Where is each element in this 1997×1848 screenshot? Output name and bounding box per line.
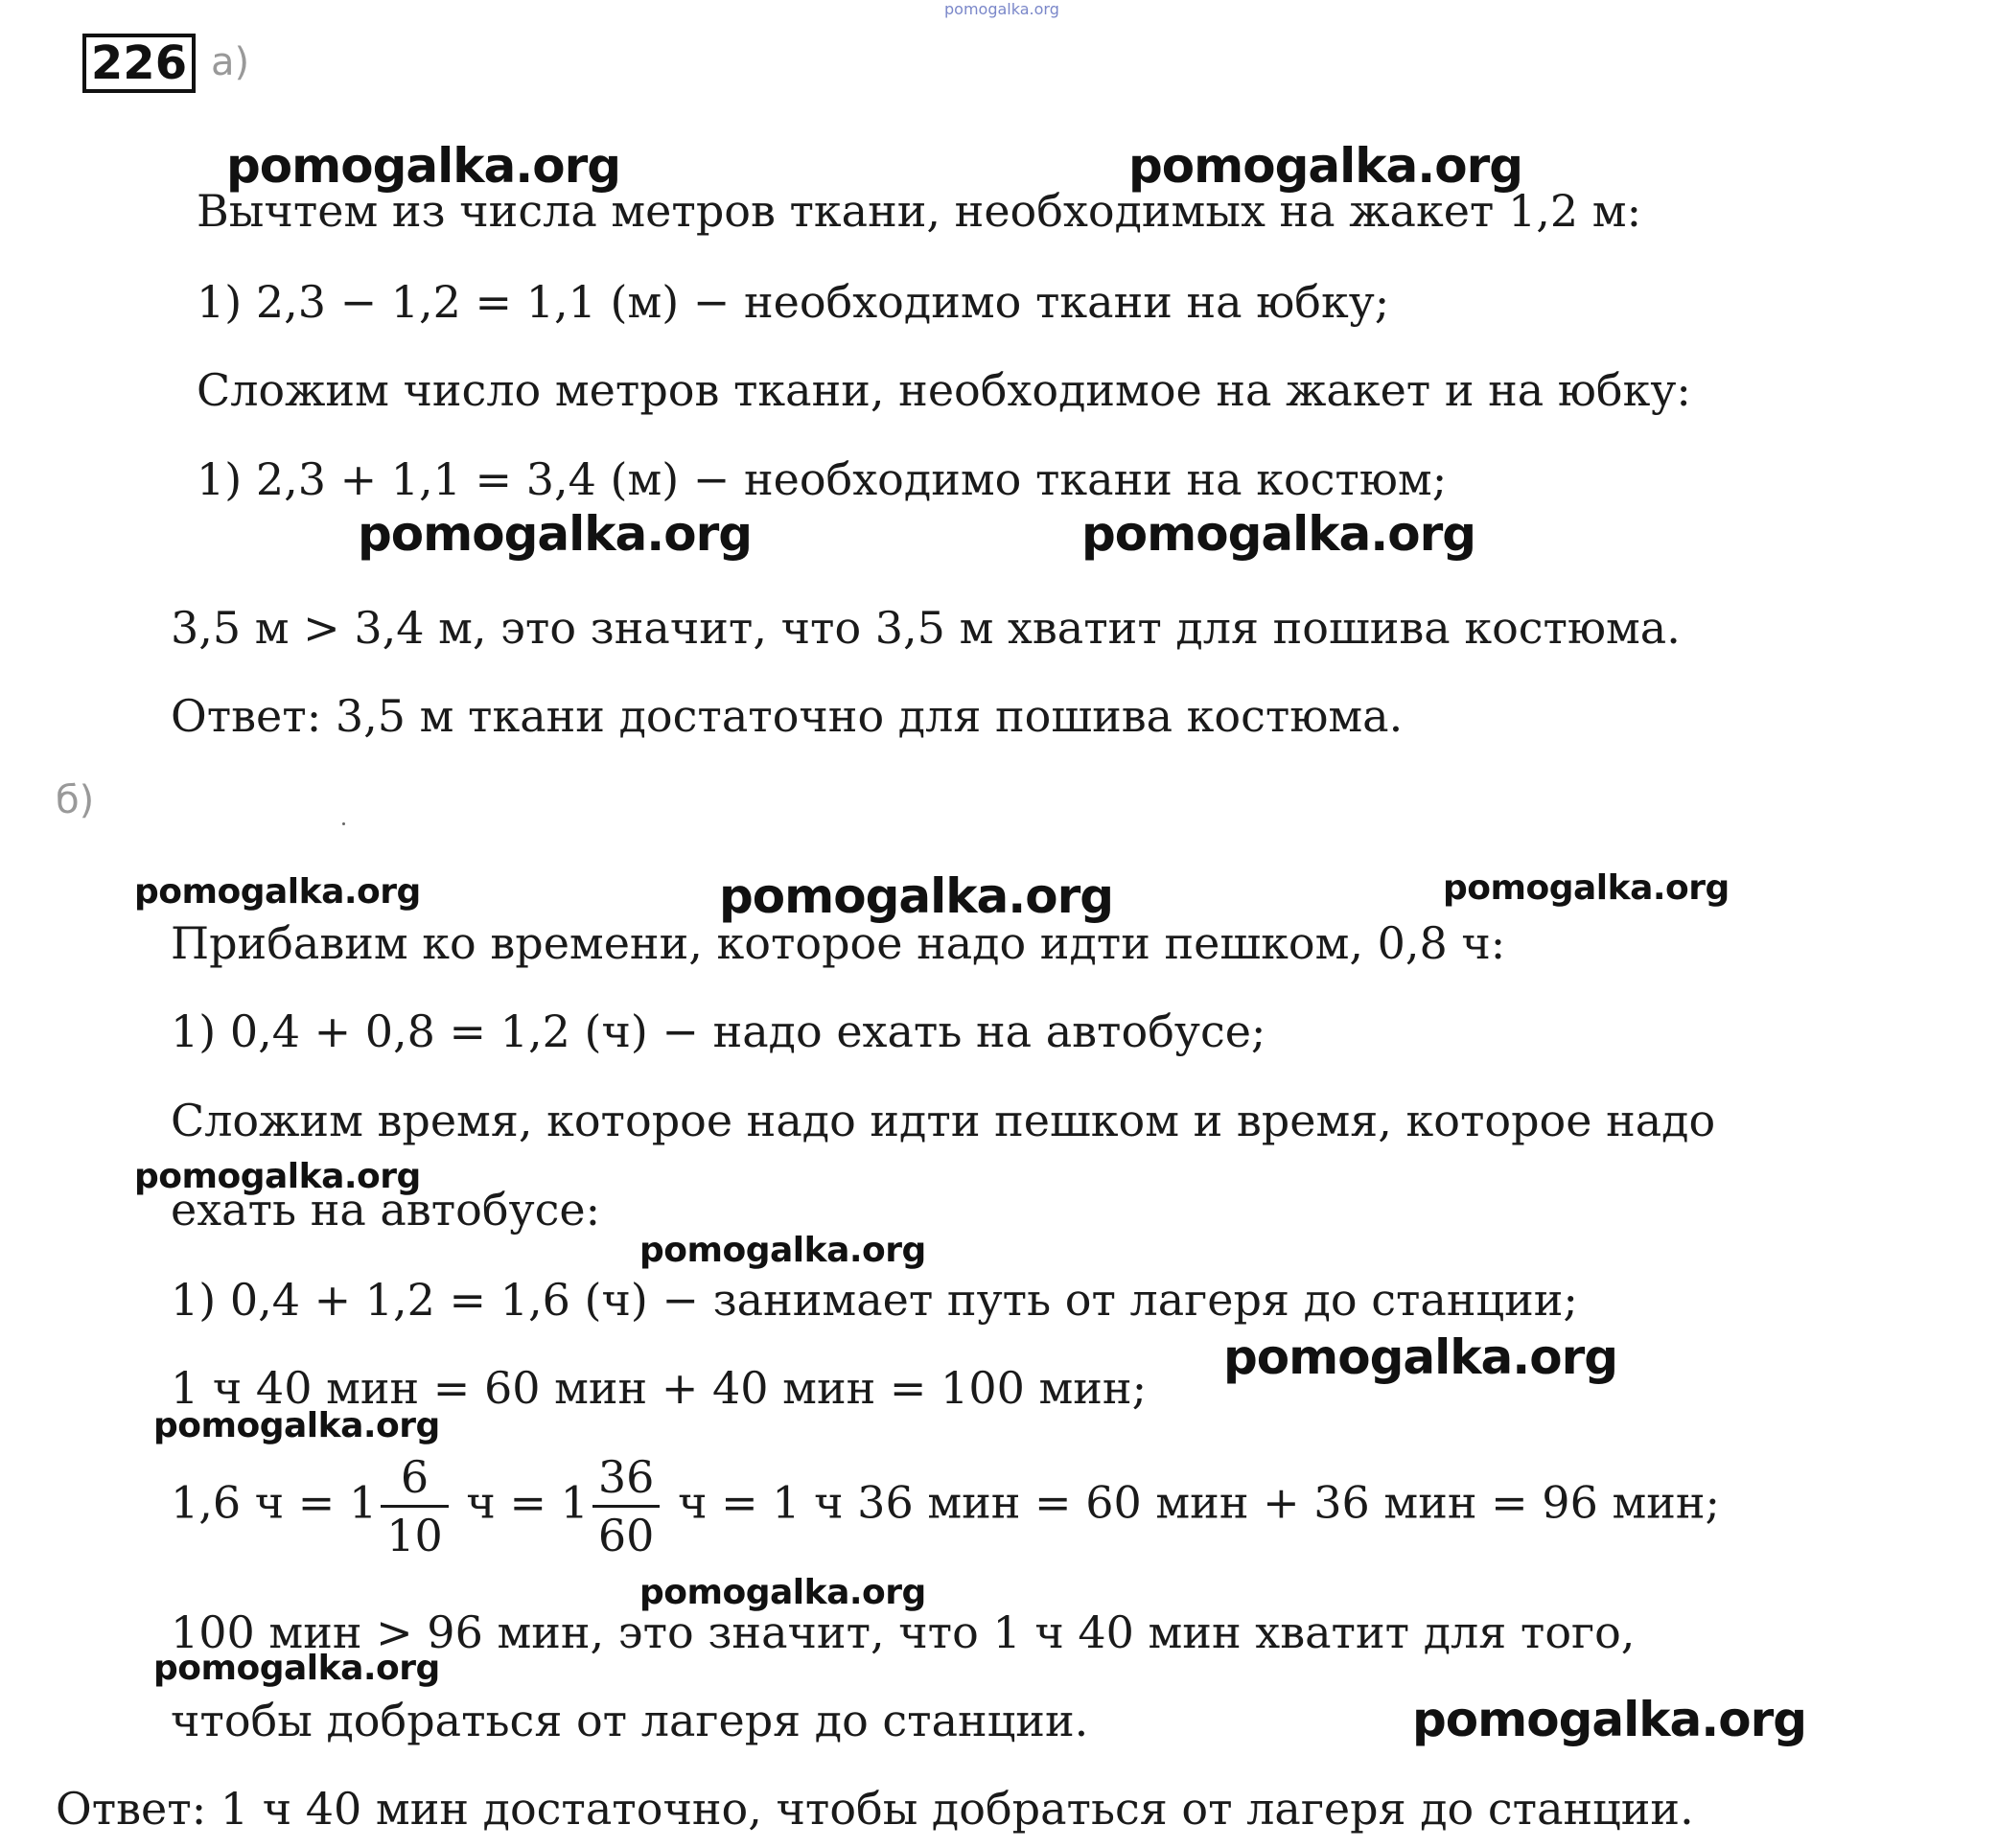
part-b-label: б) [56,778,95,822]
equation-part: 1,6 ч = 1 [171,1476,378,1529]
answer-line: Ответ: 1 ч 40 мин достаточно, чтобы добраться от лагеря до станции. [56,1783,1694,1835]
fraction-equation-line [171,1449,1720,1563]
watermark: pomogalka.org [134,1157,421,1196]
watermark: pomogalka.org [1128,138,1523,194]
watermark: pomogalka.org [358,506,753,562]
part-a-label: а) [211,40,250,84]
watermark: pomogalka.org [639,1573,926,1612]
equation-part: ч = 1 ч 36 мин = 60 мин + 36 мин = 96 мин; [678,1476,1721,1529]
text-line: Сложим время, которое надо идти пешком и время, которое надо [171,1095,1716,1146]
header-watermark[interactable]: pomogalka.org [944,0,1059,18]
text-line: Прибавим ко времени, которое надо идти пешком, 0,8 ч: [171,917,1506,969]
comparison-line: 3,5 м > 3,4 м, это значит, что 3,5 м хватит для пошива костюма. [171,602,1681,654]
text-line: ехать на автобусе: [171,1184,601,1236]
stray-dot [342,822,345,825]
fraction-36-60 [592,1449,661,1563]
numerator: 36 [597,1451,655,1503]
text-line: чтобы добраться от лагеря до станции. [171,1695,1089,1746]
denominator: 10 [381,1505,449,1563]
equation-line: 1) 2,3 − 1,2 = 1,1 (м) − необходимо ткани на юбку; [197,276,1390,328]
watermark: pomogalka.org [226,138,621,194]
text-line: Сложим число метров ткани, необходимое на жакет и на юбку: [197,364,1691,416]
comparison-line: 100 мин > 96 мин, это значит, что 1 ч 40 мин хватит для того, [171,1606,1636,1658]
watermark: pomogalka.org [639,1231,926,1270]
equation-part: ч = 1 [466,1476,589,1529]
watermark: pomogalka.org [1081,506,1476,562]
watermark: pomogalka.org [1223,1329,1618,1385]
text-line: Вычтем из числа метров ткани, необходимых на жакет 1,2 м: [197,185,1642,237]
answer-line: Ответ: 3,5 м ткани достаточно для пошива костюма. [171,690,1404,742]
equation-line: 1) 0,4 + 1,2 = 1,6 (ч) − занимает путь от лагеря до станции; [171,1274,1578,1326]
watermark: pomogalka.org [1443,868,1730,908]
fraction-6-10 [381,1449,449,1563]
numerator: 6 [400,1451,430,1503]
watermark: pomogalka.org [153,1649,440,1688]
watermark: pomogalka.org [134,872,421,912]
denominator: 60 [592,1505,661,1563]
watermark: pomogalka.org [719,868,1114,924]
equation-line: 1 ч 40 мин = 60 мин + 40 мин = 100 мин; [171,1362,1148,1414]
equation-line: 1) 2,3 + 1,1 = 3,4 (м) − необходимо ткани на костюм; [197,453,1448,505]
equation-line: 1) 0,4 + 0,8 = 1,2 (ч) − надо ехать на автобусе; [171,1005,1266,1057]
watermark: pomogalka.org [153,1406,440,1445]
watermark: pomogalka.org [1412,1692,1807,1747]
problem-number: 226 [82,34,196,93]
